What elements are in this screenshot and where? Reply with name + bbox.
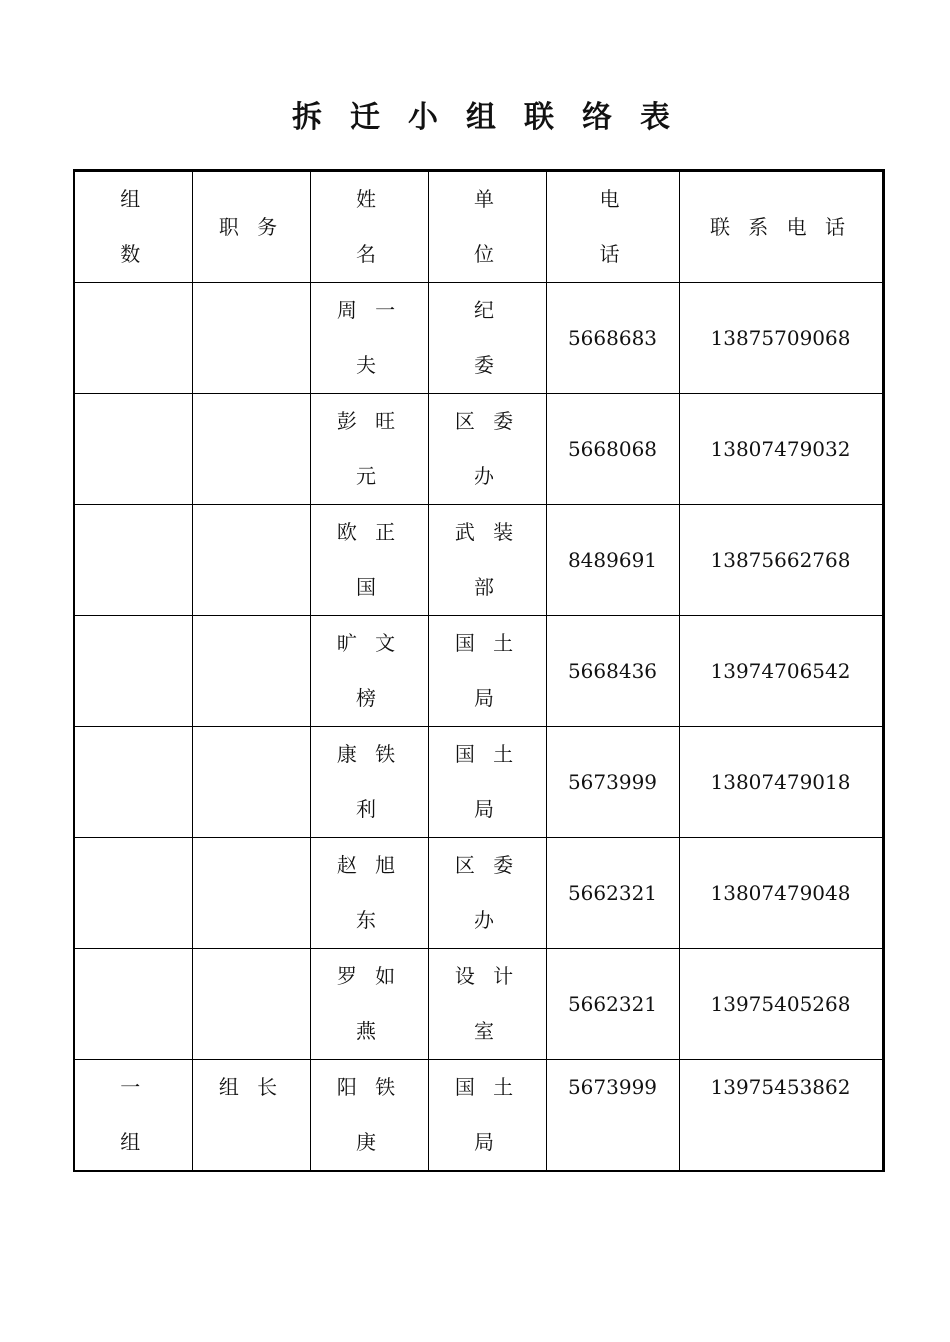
name-line-2: 夫 [356,353,382,377]
name-line-2: 庚 [356,1130,382,1154]
group-cell [74,727,192,838]
unit-line-1: 区 委 [454,409,520,433]
unit-cell [428,949,546,1060]
name-cell [310,505,428,616]
position-cell [192,727,310,838]
name-cell [310,1060,428,1172]
page-title: 拆迁小组联络表 [292,100,698,135]
name-line-2: 利 [356,797,382,821]
header-name-line-2: 名 [356,242,382,266]
group-line-2: 组 [120,1130,147,1154]
phone-cell: 5668068 [546,394,679,505]
mobile-cell: 13875662768 [679,505,883,616]
unit-cell [428,1060,546,1172]
name-cell [310,949,428,1060]
position-cell [192,505,310,616]
header-phone-line-1: 电 [599,187,626,211]
phone-cell: 5668683 [546,283,679,394]
unit-cell [428,505,546,616]
name-line-1: 康 铁 [336,742,402,766]
header-phone-line-2: 话 [599,242,626,266]
position-cell [192,283,310,394]
unit-line-1: 纪 [474,298,500,322]
group-cell [74,838,192,949]
name-line-1: 周 一 [336,298,402,322]
name-line-1: 赵 旭 [336,853,402,877]
table-row [74,283,883,394]
header-mobile [679,171,883,283]
group-cell [74,394,192,505]
position-cell [192,1060,310,1172]
name-line-2: 燕 [356,1019,382,1043]
header-name-line-1: 姓 [356,187,382,211]
position-cell [192,616,310,727]
header-unit-line-2: 位 [474,242,500,266]
name-line-2: 榜 [356,686,382,710]
table-row [74,838,883,949]
mobile-cell: 13875709068 [679,283,883,394]
name-line-1: 彭 旺 [336,409,402,433]
unit-cell [428,727,546,838]
name-line-1: 阳 铁 [336,1075,402,1099]
phone-cell: 5662321 [546,838,679,949]
name-cell [310,727,428,838]
unit-line-2: 局 [474,686,500,710]
header-group-line-1: 组 [120,187,147,211]
unit-line-1: 国 土 [454,742,520,766]
mobile-cell: 13807479018 [679,727,883,838]
name-cell [310,394,428,505]
table-row [74,394,883,505]
group-cell [74,1060,192,1172]
unit-line-1: 区 委 [454,853,520,877]
mobile-cell: 13975405268 [679,949,883,1060]
table-row [74,949,883,1060]
unit-line-2: 委 [474,353,500,377]
phone-cell: 5662321 [546,949,679,1060]
name-line-2: 元 [356,464,382,488]
unit-line-1: 国 土 [454,1075,520,1099]
phone-cell: 5673999 [546,1060,679,1172]
table-row [74,1060,883,1172]
name-cell [310,616,428,727]
header-group-line-2: 数 [120,242,147,266]
unit-line-2: 室 [474,1019,500,1043]
unit-cell [428,616,546,727]
table-row [74,727,883,838]
unit-line-2: 局 [474,1130,500,1154]
mobile-cell: 13807479048 [679,838,883,949]
unit-line-2: 局 [474,797,500,821]
header-phone [546,171,679,283]
header-row [74,171,883,283]
header-position-label: 职 务 [218,214,284,239]
group-cell [74,616,192,727]
group-line-1: 一 [120,1075,147,1099]
header-position [192,171,310,283]
phone-cell: 5673999 [546,727,679,838]
unit-line-1: 国 土 [454,631,520,655]
unit-cell [428,283,546,394]
table-row [74,505,883,616]
header-group [74,171,192,283]
position-text: 组 长 [218,1075,284,1099]
unit-line-1: 设 计 [454,964,520,988]
header-name [310,171,428,283]
name-cell [310,283,428,394]
phone-cell: 5668436 [546,616,679,727]
group-cell [74,949,192,1060]
position-cell [192,949,310,1060]
mobile-cell: 13807479032 [679,394,883,505]
position-cell [192,394,310,505]
unit-line-2: 办 [474,464,500,488]
unit-line-1: 武 装 [454,520,520,544]
mobile-cell: 13975453862 [679,1060,883,1172]
name-line-1: 罗 如 [336,964,402,988]
header-mobile-label: 联 系 电 话 [709,214,852,239]
group-cell [74,283,192,394]
contact-table [73,169,885,1172]
name-cell [310,838,428,949]
table-row [74,616,883,727]
unit-line-2: 部 [474,575,500,599]
mobile-cell: 13974706542 [679,616,883,727]
name-line-1: 旷 文 [336,631,402,655]
name-line-2: 国 [356,575,382,599]
unit-line-2: 办 [474,908,500,932]
position-cell [192,838,310,949]
phone-cell: 8489691 [546,505,679,616]
unit-cell [428,838,546,949]
name-line-1: 欧 正 [336,520,402,544]
group-cell [74,505,192,616]
header-unit [428,171,546,283]
unit-cell [428,394,546,505]
name-line-2: 东 [356,908,382,932]
header-unit-line-1: 单 [474,187,500,211]
